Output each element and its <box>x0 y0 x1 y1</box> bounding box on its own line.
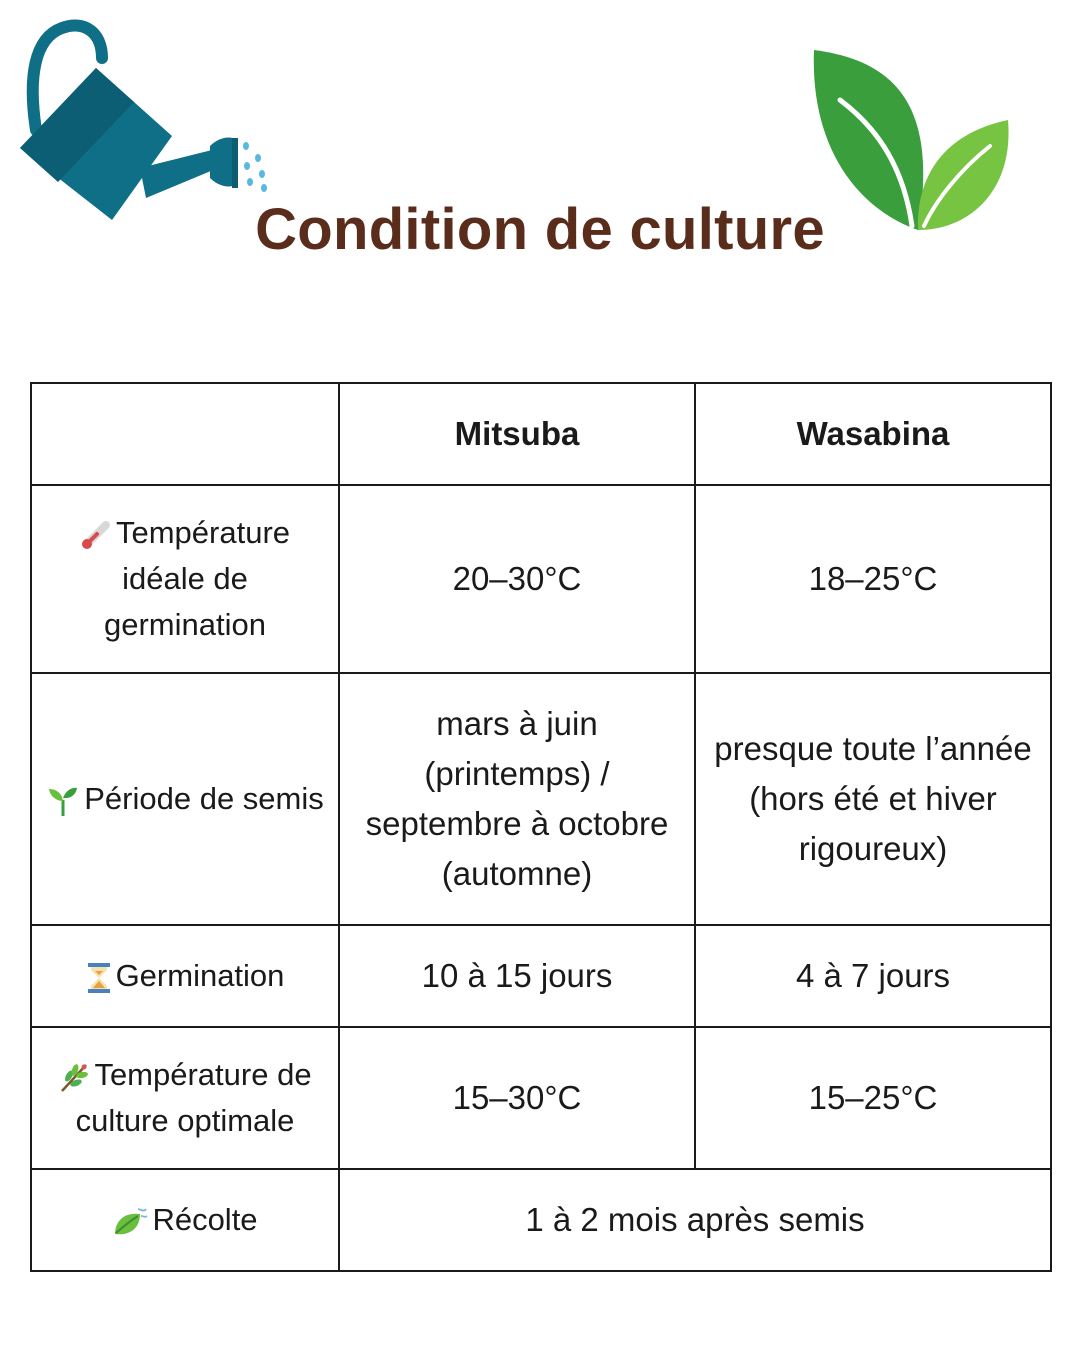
row-label-cell <box>31 925 339 1027</box>
table-header-row <box>31 383 1051 485</box>
culture-table <box>30 382 1052 1272</box>
row-label: Température de culture optimale <box>75 1057 312 1138</box>
wasabina-value: 4 à 7 jours <box>695 925 1051 1027</box>
header-mitsuba: Mitsuba <box>339 383 695 485</box>
wasabina-value: presque toute l’année (hors été et hiver rigoureux) <box>695 673 1051 925</box>
table-row <box>31 1169 1051 1271</box>
mitsuba-value: 20–30°C <box>339 485 695 673</box>
header-empty-cell <box>31 383 339 485</box>
row-label-cell <box>31 673 339 925</box>
page-title: Condition de culture <box>255 197 825 262</box>
leaf-wind-icon <box>112 1206 148 1238</box>
row-label: Période de semis <box>84 781 324 816</box>
thermometer-icon <box>80 519 112 551</box>
seedling-icon <box>46 784 80 818</box>
herb-icon <box>58 1061 90 1093</box>
row-label: Germination <box>115 958 285 993</box>
mitsuba-value: mars à juin (printemps) / septembre à octobre (automne) <box>339 673 695 925</box>
row-label-cell <box>31 485 339 673</box>
table-row <box>31 925 1051 1027</box>
mitsuba-value: 15–30°C <box>339 1027 695 1169</box>
header-wasabina: Wasabina <box>695 383 1051 485</box>
table-row <box>31 1027 1051 1169</box>
hourglass-icon <box>86 962 112 994</box>
wasabina-value: 15–25°C <box>695 1027 1051 1169</box>
table-row <box>31 485 1051 673</box>
table-row <box>31 673 1051 925</box>
harvest-value: 1 à 2 mois après semis <box>339 1169 1051 1271</box>
row-label: Récolte <box>152 1202 258 1237</box>
mitsuba-value: 10 à 15 jours <box>339 925 695 1027</box>
row-label-cell <box>31 1027 339 1169</box>
row-label: Température idéale de germination <box>104 515 291 642</box>
row-label-cell <box>31 1169 339 1271</box>
wasabina-value: 18–25°C <box>695 485 1051 673</box>
